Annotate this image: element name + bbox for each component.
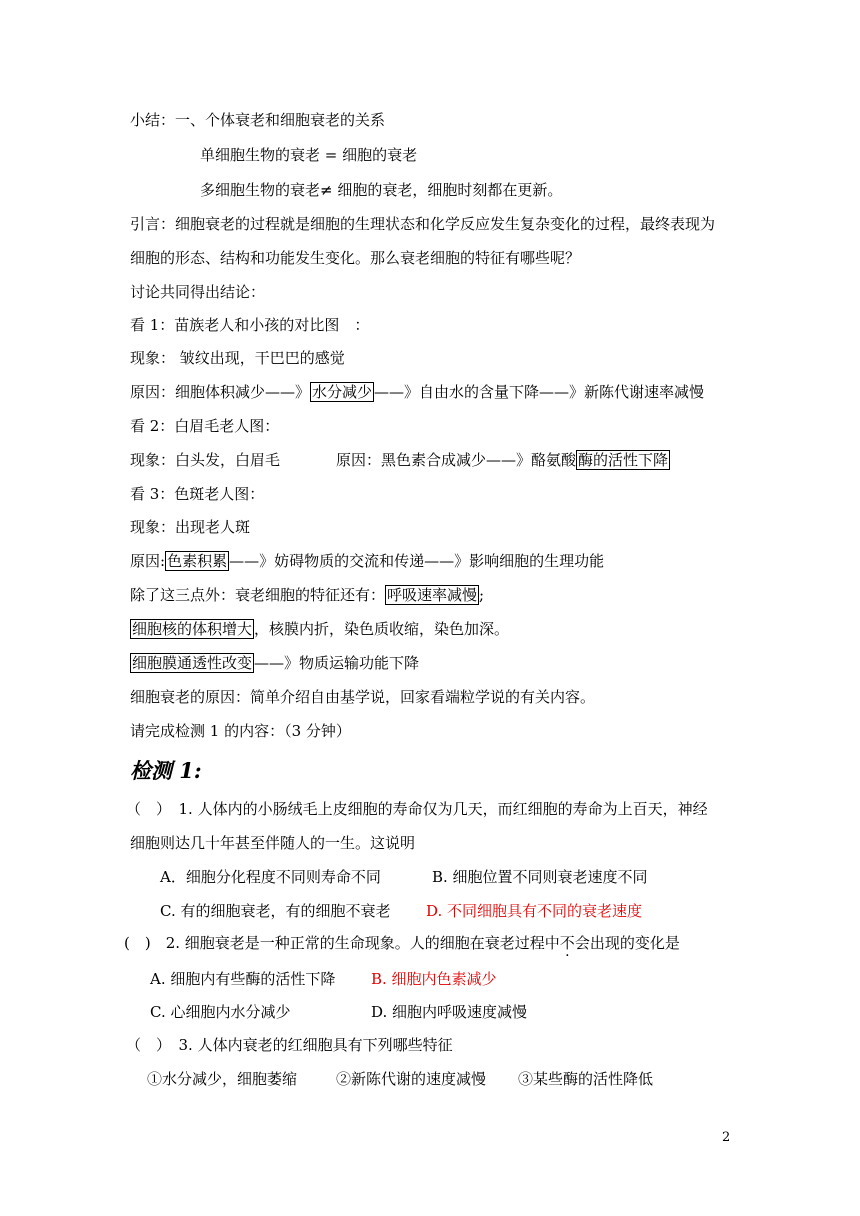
feature-membrane-boxed: 细胞膜通透性改变 <box>132 654 253 672</box>
look1-cause <box>130 382 704 402</box>
task-instruction: 请完成检测 1 的内容：（3 分钟） <box>130 722 351 740</box>
look3-title: 看 3：色斑老人图： <box>130 485 265 503</box>
q2-option-b-answer: B. 细胞内色素减少 <box>371 970 497 988</box>
q1-option-c: C. 有的细胞衰老，有的细胞不衰老 <box>160 902 391 920</box>
q2-stem <box>124 933 680 953</box>
look2-phenomenon: 现象：白头发，白眉毛 <box>130 451 281 469</box>
features-line-1-tail: ; <box>479 586 485 604</box>
look1-phenomenon: 现象： 皱纹出现，干巴巴的感觉 <box>130 349 345 367</box>
q3-option-1: ①水分减少，细胞萎缩 <box>147 1070 298 1088</box>
features-line-1 <box>130 585 484 605</box>
summary-line-2: 多细胞生物的衰老≠ 细胞的衰老，细胞时刻都在更新。 <box>200 181 563 199</box>
q2-stem-emphasis: 不 <box>559 934 575 952</box>
features-intro: 除了这三点外：衰老细胞的特征还有： <box>130 586 386 604</box>
look3-cause-boxed: 色素积累 <box>167 552 228 570</box>
look2-cause <box>336 450 670 470</box>
aging-reason: 细胞衰老的原因：简单介绍自由基学说，回家看端粒学说的有关内容。 <box>130 688 596 706</box>
q1-stem-line-2: 细胞则达几十年甚至伴随人的一生。这说明 <box>130 834 416 852</box>
look1-title: 看 1：苗族老人和小孩的对比图 ： <box>130 316 370 334</box>
summary-line-1: 单细胞生物的衰老 = 细胞的衰老 <box>200 146 418 164</box>
features-line-2-tail: ，核膜内折，染色质收缩，染色加深。 <box>254 620 510 638</box>
features-line-3 <box>130 653 419 673</box>
look1-cause-start: 原因：细胞体积减少——》 <box>130 383 311 401</box>
features-line-3-tail: ——》物质运输功能下降 <box>254 654 420 672</box>
q1-stem-line-1: （ ） 1. 人体内的小肠绒毛上皮细胞的寿命仅为几天，而红细胞的寿命为上百天，神经 <box>126 800 708 818</box>
look2-cause-boxed: 酶的活性下降 <box>578 451 669 469</box>
q2-stem-start: ( ) 2. 细胞衰老是一种正常的生命现象。人的细胞在衰老过程中 <box>124 934 560 952</box>
feature-nucleus-boxed: 细胞核的体积增大 <box>132 620 253 638</box>
discussion-line: 讨论共同得出结论： <box>130 283 266 301</box>
summary-title: 小结：一、个体衰老和细胞衰老的关系 <box>130 111 386 129</box>
intro-line-2: 细胞的形态、结构和功能发生变化。那么衰老细胞的特征有哪些呢？ <box>130 249 581 267</box>
look3-cause-end: ——》妨碍物质的交流和传递——》影响细胞的生理功能 <box>229 552 605 570</box>
look2-title: 看 2：白眉毛老人图： <box>130 417 280 435</box>
page-number: 2 <box>722 1130 731 1145</box>
look3-cause <box>130 551 604 571</box>
look3-phenomenon: 现象：出现老人斑 <box>130 518 251 536</box>
look3-cause-start: 原因: <box>130 552 166 570</box>
test-heading: 检测 1: <box>130 758 202 783</box>
q3-stem: （ ） 3. 人体内衰老的红细胞具有下列哪些特征 <box>126 1036 453 1054</box>
q1-option-d-answer: D. 不同细胞具有不同的衰老速度 <box>426 902 643 920</box>
q3-option-2: ②新陈代谢的速度减慢 <box>336 1070 487 1088</box>
look1-cause-boxed: 水分减少 <box>312 383 373 401</box>
look2-cause-start: 原因：黑色素合成减少——》酪氨酸 <box>336 451 577 469</box>
q1-option-a: A．细胞分化程度不同则寿命不同 <box>160 868 381 886</box>
q2-option-c: C. 心细胞内水分减少 <box>150 1003 291 1021</box>
features-line-2 <box>130 619 509 639</box>
q1-option-b: B. 细胞位置不同则衰老速度不同 <box>432 868 648 886</box>
q2-option-a: A. 细胞内有些酶的活性下降 <box>150 970 336 988</box>
look1-cause-end: ——》自由水的含量下降——》新陈代谢速率减慢 <box>374 383 705 401</box>
q3-option-3: ③某些酶的活性降低 <box>518 1070 654 1088</box>
feature-respiration-boxed: 呼吸速率减慢 <box>387 586 478 604</box>
q2-stem-end: 会出现的变化是 <box>574 934 680 952</box>
intro-line-1: 引言：细胞衰老的过程就是细胞的生理状态和化学反应发生复杂变化的过程，最终表现为 <box>130 215 716 233</box>
q2-option-d: D. 细胞内呼吸速度减慢 <box>371 1003 528 1021</box>
